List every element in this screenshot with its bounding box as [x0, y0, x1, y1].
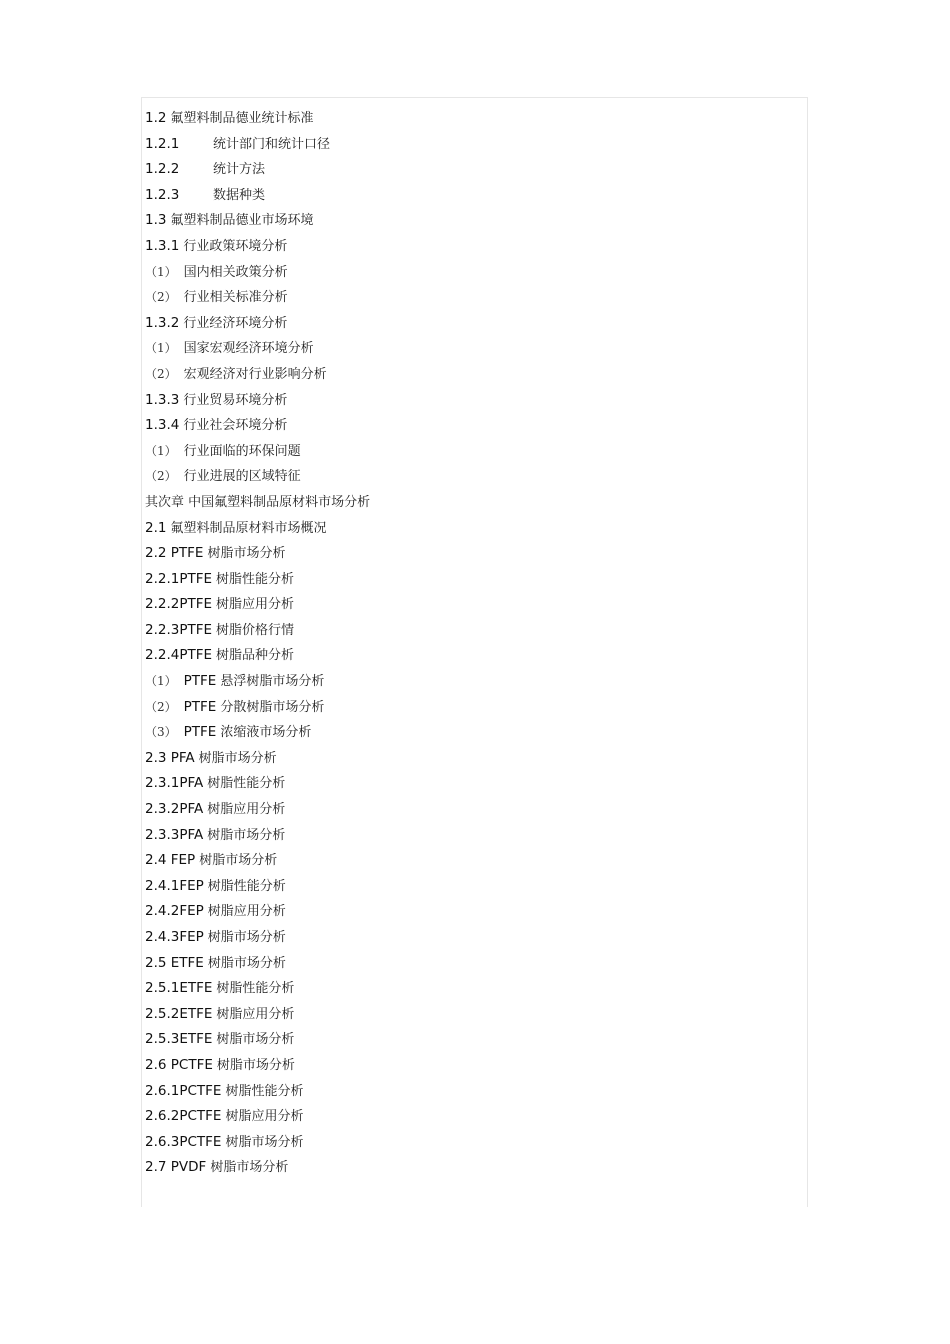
toc-entry-title: 行业相关标准分析: [183, 290, 288, 306]
toc-entry: [145, 1002, 795, 1028]
toc-entry-title: 行业政策环境分析: [183, 238, 288, 254]
toc-entry-number: 2.6.3PCTFE: [145, 1133, 222, 1150]
toc-entry-number: 1.2: [145, 110, 167, 126]
toc-entry: [145, 1104, 795, 1130]
toc-entry: [145, 925, 795, 951]
toc-entry-title: 行业社会环境分析: [183, 418, 288, 434]
toc-entry: [145, 439, 795, 465]
toc-entry-number: 2.6.2PCTFE: [145, 1108, 222, 1125]
toc-entry-title: 树脂市场分析: [207, 930, 286, 945]
toc-entry: [145, 592, 795, 618]
toc-entry-number: 2.2.1PTFE: [145, 570, 213, 587]
toc-entry-number: 1.2.2: [145, 161, 180, 178]
toc-entry-number: 2.6 PCTFE: [145, 1056, 213, 1073]
toc-entry-title: 国家宏观经济环境分析: [183, 341, 314, 357]
toc-entry: [145, 720, 795, 746]
toc-entry: [145, 541, 795, 567]
toc-entry: [145, 413, 795, 439]
toc-entry-number: （2）: [145, 699, 177, 714]
toc-entry-title: 行业进展的区域特征: [183, 469, 301, 485]
toc-entry-title: 树脂应用分析: [207, 802, 286, 818]
toc-entry-number: 1.3.4: [145, 417, 180, 434]
toc-entry: [145, 618, 795, 644]
toc-entry-title: 树脂市场分析: [207, 955, 286, 971]
toc-entry-number: 2.4.1FEP: [145, 877, 204, 894]
toc-entry: [145, 823, 795, 849]
toc-entry-number: （3）: [145, 725, 177, 740]
toc-entry-number: 2.5 ETFE: [145, 954, 204, 971]
toc-entry-title: 行业面临的环保问题: [183, 443, 301, 459]
toc-entry-title: 树脂性能分析: [207, 878, 286, 894]
toc-entry-number: （1）: [145, 341, 177, 356]
toc-entry-title: 树脂性能分析: [216, 981, 295, 997]
toc-entry-title: 树脂市场分析: [216, 1057, 295, 1073]
toc-entry-title: 氟塑料制品原材料市场概况: [170, 520, 327, 536]
toc-entry-number: 2.4.2FEP: [145, 903, 204, 920]
toc-entry: [145, 1155, 795, 1181]
toc-entry: [145, 669, 795, 695]
toc-entry-title: 树脂应用分析: [207, 904, 286, 920]
toc-entry-title: 统计方法: [213, 162, 266, 178]
toc-entry-number: 2.5.3ETFE: [145, 1031, 213, 1048]
toc-entry-title: 树脂市场分析: [210, 1160, 289, 1176]
toc-entry-number: 2.2 PTFE: [145, 545, 204, 562]
toc-entry: [145, 899, 795, 925]
toc-entry-number: 2.6.1PCTFE: [145, 1082, 222, 1099]
toc-entry: [145, 106, 795, 132]
toc-entry-title: 数据种类: [213, 187, 266, 203]
toc-entry-title: 悬浮树脂市场分析: [220, 674, 325, 690]
toc-entry: [145, 643, 795, 669]
toc-entry: [145, 976, 795, 1002]
toc-entry: [145, 695, 795, 721]
toc-entry-title: 树脂市场分析: [199, 853, 278, 869]
toc-entry-title: 树脂性能分析: [216, 571, 295, 587]
toc-entry: [145, 208, 795, 234]
toc-entry-title: 行业贸易环境分析: [183, 392, 288, 408]
toc-entry-number: 2.4 FEP: [145, 852, 196, 869]
toc-entry: [145, 1027, 795, 1053]
toc-entry-number: （2）: [145, 290, 177, 305]
toc-entry-title: 树脂市场分析: [207, 546, 286, 562]
toc-entry: [145, 746, 795, 772]
toc-entry-number: （1）: [145, 264, 177, 279]
toc-entry: [145, 951, 795, 977]
toc-entry-title: 树脂市场分析: [216, 1032, 295, 1048]
toc-entry-number: 2.4.3FEP: [145, 929, 204, 945]
toc-entry-number: 2.5.2ETFE: [145, 1005, 213, 1022]
toc-entry-title: 树脂应用分析: [216, 597, 295, 613]
toc-entry: [145, 797, 795, 823]
toc-entry: [145, 1079, 795, 1105]
toc-entry-title: 树脂市场分析: [225, 1134, 304, 1150]
toc-entry: [145, 1130, 795, 1156]
toc-entry: [145, 464, 795, 490]
toc-entry-title: 分散树脂市场分析: [220, 699, 325, 715]
toc-entry-title: 其次章 中国氟塑料制品原材料市场分析: [145, 494, 371, 510]
toc-entry-number: 2.2.4PTFE: [145, 647, 213, 664]
toc-entry-number: 2.7 PVDF: [145, 1159, 207, 1176]
toc-entry-title: 宏观经济对行业影响分析: [183, 366, 327, 382]
toc-entry: [145, 157, 795, 183]
toc-entry-title: 氟塑料制品德业市场环境: [170, 213, 314, 229]
toc-entry: [145, 567, 795, 593]
toc-entry-title: 统计部门和统计口径: [213, 136, 331, 152]
toc-entry-title: 树脂品种分析: [216, 648, 295, 664]
toc-entry-title: 树脂性能分析: [225, 1083, 304, 1099]
toc-entry-title: 行业经济环境分析: [183, 315, 288, 331]
toc-entry-number: 1.3: [145, 212, 167, 229]
toc-entry: [145, 234, 795, 260]
toc-entry: [145, 285, 795, 311]
toc-entry-title: 树脂性能分析: [207, 776, 286, 792]
toc-entry-number: 1.2.3: [145, 186, 180, 203]
toc-entry-code: PTFE: [183, 698, 217, 715]
toc-entry-number: 1.3.3: [145, 391, 180, 408]
toc-entry-code: PTFE: [183, 673, 217, 690]
toc-entry-number: （1）: [145, 443, 177, 458]
toc-entry: [145, 771, 795, 797]
toc-entry-title: 国内相关政策分析: [183, 264, 288, 280]
toc-entry-number: 1.2.1: [145, 135, 180, 152]
toc-entry-number: 2.3 PFA: [145, 749, 195, 766]
table-of-contents: [145, 106, 795, 1181]
toc-entry-number: （2）: [145, 366, 177, 381]
toc-entry-title: 树脂应用分析: [225, 1109, 304, 1125]
toc-entry-title: 氟塑料制品德业统计标准: [170, 111, 314, 126]
toc-entry-number: （2）: [145, 469, 177, 484]
toc-entry: [145, 516, 795, 542]
toc-entry-title: 浓缩液市场分析: [220, 725, 312, 741]
toc-entry-title: 树脂市场分析: [198, 750, 277, 766]
toc-entry-number: 1.3.1: [145, 237, 180, 254]
toc-entry-title: 树脂应用分析: [216, 1006, 295, 1022]
toc-entry-number: 2.3.3PFA: [145, 826, 204, 843]
toc-entry-number: 1.3.2: [145, 314, 180, 331]
toc-entry-title: 树脂价格行情: [216, 622, 295, 638]
toc-entry-number: 2.2.2PTFE: [145, 596, 213, 613]
toc-entry: [145, 336, 795, 362]
toc-entry: [145, 1053, 795, 1079]
toc-entry-number: 2.3.2PFA: [145, 801, 204, 818]
toc-entry: [145, 311, 795, 337]
toc-entry-number: 2.1: [145, 519, 167, 536]
toc-entry: [145, 183, 795, 209]
toc-entry: [145, 362, 795, 388]
toc-entry-number: 2.3.1PFA: [145, 775, 204, 792]
toc-entry-number: 2.5.1ETFE: [145, 980, 213, 997]
toc-entry-code: PTFE: [183, 724, 217, 741]
toc-entry-number: 2.2.3PTFE: [145, 621, 213, 638]
toc-entry: [145, 388, 795, 414]
toc-entry: [145, 260, 795, 286]
toc-entry: [145, 132, 795, 158]
toc-entry-number: （1）: [145, 674, 177, 689]
toc-entry: [145, 848, 795, 874]
toc-entry-title: 树脂市场分析: [207, 827, 286, 843]
toc-entry: [145, 490, 795, 516]
toc-entry: [145, 874, 795, 900]
